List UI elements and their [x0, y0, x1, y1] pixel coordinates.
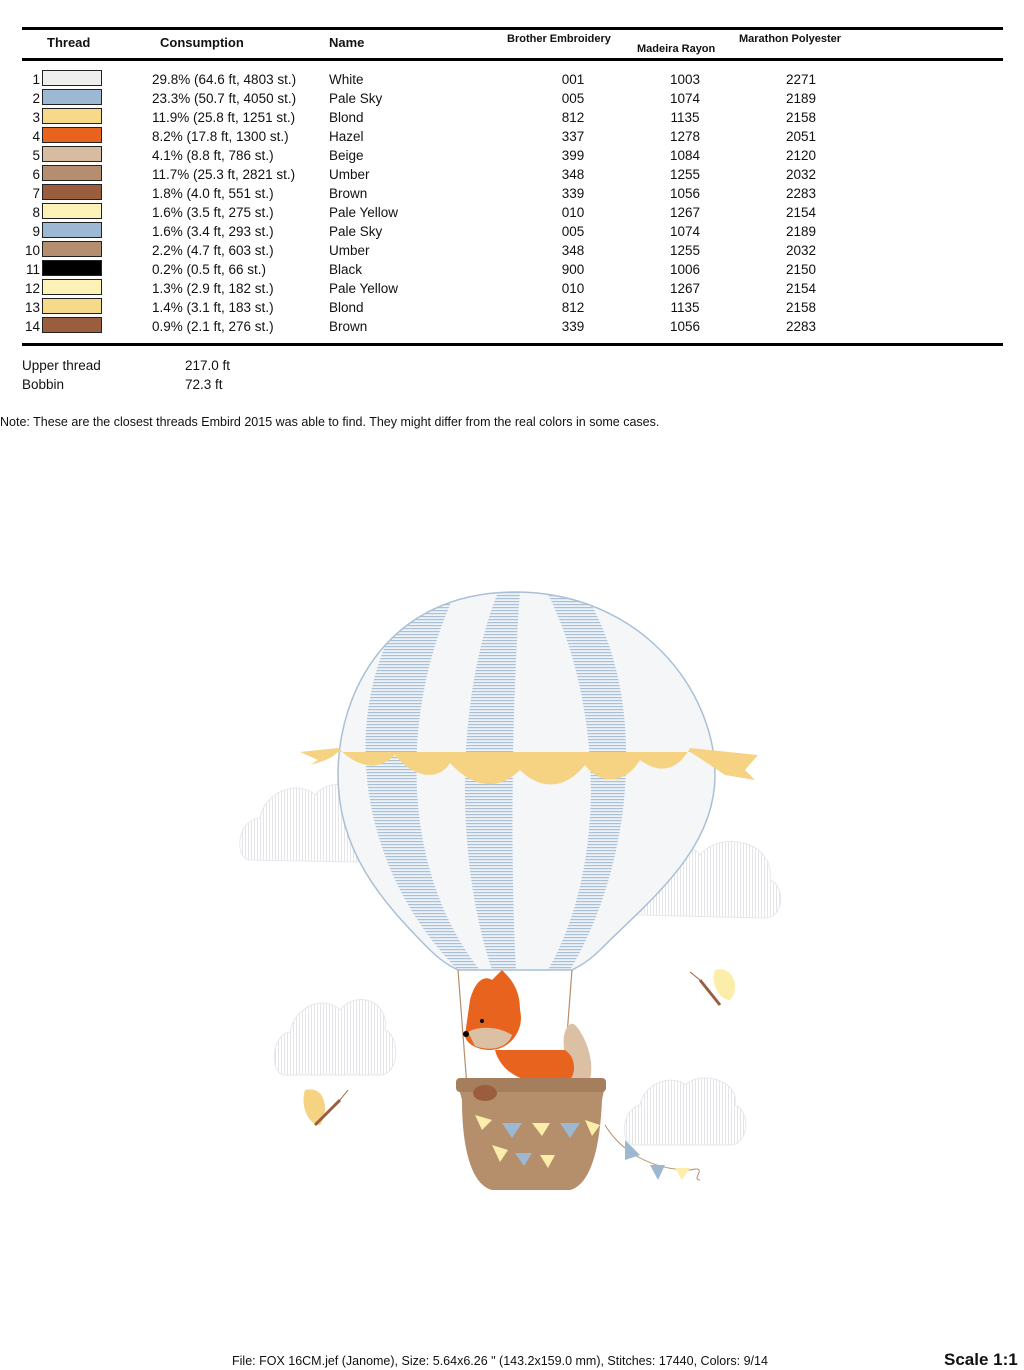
thread-number: 1	[32, 72, 40, 87]
brother-code: 812	[561, 110, 585, 125]
table-row	[0, 184, 1024, 203]
marathon-code: 2158	[785, 300, 817, 315]
color-swatch	[42, 165, 102, 181]
madeira-code: 1278	[669, 129, 701, 144]
color-swatch	[42, 317, 102, 333]
thread-number: 4	[32, 129, 40, 144]
cloud-left-bottom	[274, 1000, 395, 1075]
upper-thread-label: Upper thread	[22, 358, 101, 373]
header-brother: Brother Embroidery	[507, 33, 611, 45]
thread-name: Brown	[329, 186, 368, 201]
thread-number: 3	[32, 110, 40, 125]
thread-number: 9	[32, 224, 40, 239]
table-top-rule	[22, 27, 1003, 30]
butterfly-right	[690, 969, 735, 1005]
cloud-right-bottom	[624, 1078, 745, 1145]
consumption: 11.9% (25.8 ft, 1251 st.)	[152, 110, 296, 125]
table-row	[0, 279, 1024, 298]
thread-name: Beige	[329, 148, 364, 163]
thread-number: 13	[24, 300, 40, 315]
marathon-code: 2120	[785, 148, 817, 163]
color-swatch	[42, 222, 102, 238]
brother-code: 005	[561, 224, 585, 239]
table-row	[0, 241, 1024, 260]
table-row	[0, 89, 1024, 108]
color-swatch	[42, 241, 102, 257]
brother-code: 010	[561, 205, 585, 220]
header-marathon: Marathon Polyester	[739, 33, 842, 45]
madeira-code: 1084	[669, 148, 701, 163]
marathon-code: 2283	[785, 319, 817, 334]
consumption: 0.9% (2.1 ft, 276 st.)	[152, 319, 274, 334]
color-swatch	[42, 279, 102, 295]
embroidery-preview	[230, 580, 800, 1200]
marathon-code: 2158	[785, 110, 817, 125]
thread-match-note: Note: These are the closest threads Embird 2015 was able to find. They might differ from the real colors in some cases.	[0, 415, 660, 429]
brother-code: 900	[561, 262, 585, 277]
color-swatch	[42, 260, 102, 276]
consumption: 29.8% (64.6 ft, 4803 st.)	[152, 72, 297, 87]
bobbin-label: Bobbin	[22, 377, 65, 392]
marathon-code: 2032	[785, 167, 817, 182]
thread-name: Pale Sky	[329, 224, 383, 239]
thread-number: 7	[32, 186, 40, 201]
madeira-code: 1056	[669, 319, 701, 334]
color-swatch	[42, 203, 102, 219]
consumption: 4.1% (8.8 ft, 786 st.)	[152, 148, 274, 163]
madeira-code: 1135	[670, 110, 700, 125]
color-swatch	[42, 89, 102, 105]
butterfly-left	[303, 1089, 348, 1125]
madeira-code: 1267	[669, 205, 701, 220]
marathon-code: 2271	[785, 72, 817, 87]
thread-name: Blond	[329, 110, 364, 125]
thread-name: Hazel	[329, 129, 364, 144]
thread-number: 6	[32, 167, 40, 182]
color-swatch	[42, 70, 102, 86]
thread-number: 14	[24, 319, 40, 334]
header-thread: Thread	[47, 35, 91, 50]
marathon-code: 2189	[785, 91, 817, 106]
table-row	[0, 127, 1024, 146]
bobbin-value: 72.3 ft	[185, 377, 223, 392]
consumption: 0.2% (0.5 ft, 66 st.)	[152, 262, 267, 277]
consumption: 2.2% (4.7 ft, 603 st.)	[152, 243, 274, 258]
consumption: 1.4% (3.1 ft, 183 st.)	[152, 300, 274, 315]
file-info: File: FOX 16CM.jef (Janome), Size: 5.64x6.26 " (143.2x159.0 mm), Stitches: 17440, Colors: 9/14	[232, 1354, 768, 1368]
thread-name: Black	[329, 262, 363, 277]
table-row	[0, 260, 1024, 279]
table-row	[0, 298, 1024, 317]
table-row	[0, 70, 1024, 89]
marathon-code: 2189	[785, 224, 817, 239]
consumption: 23.3% (50.7 ft, 4050 st.)	[152, 91, 297, 106]
marathon-code: 2150	[785, 262, 817, 277]
marathon-code: 2032	[785, 243, 817, 258]
thread-number: 2	[32, 91, 40, 106]
brother-code: 339	[561, 319, 585, 334]
table-row	[0, 108, 1024, 127]
thread-number: 11	[25, 262, 40, 277]
table-row	[0, 317, 1024, 336]
madeira-code: 1003	[669, 72, 701, 87]
upper-thread-value: 217.0 ft	[185, 358, 231, 373]
brother-code: 337	[561, 129, 585, 144]
brother-code: 399	[561, 148, 585, 163]
thread-name: Umber	[329, 167, 370, 182]
madeira-code: 1074	[669, 224, 701, 239]
header-madeira: Madeira Rayon	[637, 43, 716, 55]
thread-number: 5	[32, 148, 40, 163]
color-swatch	[42, 108, 102, 124]
thread-name: Pale Sky	[329, 91, 383, 106]
madeira-code: 1135	[670, 300, 700, 315]
consumption: 1.6% (3.4 ft, 293 st.)	[152, 224, 274, 239]
brother-code: 348	[561, 243, 585, 258]
brother-code: 005	[561, 91, 585, 106]
marathon-code: 2154	[785, 205, 817, 220]
consumption: 1.8% (4.0 ft, 551 st.)	[152, 186, 274, 201]
consumption: 1.3% (2.9 ft, 182 st.)	[152, 281, 274, 296]
marathon-code: 2154	[785, 281, 817, 296]
table-header-rule	[22, 58, 1003, 61]
table-bottom-rule	[22, 343, 1003, 346]
table-row	[0, 222, 1024, 241]
table-row	[0, 165, 1024, 184]
thread-number: 10	[24, 243, 40, 258]
brother-code: 001	[561, 72, 585, 87]
color-swatch	[42, 184, 102, 200]
madeira-code: 1267	[669, 281, 701, 296]
thread-name: Pale Yellow	[329, 281, 399, 296]
brother-code: 010	[561, 281, 585, 296]
madeira-code: 1255	[669, 167, 701, 182]
header-name: Name	[329, 35, 365, 50]
thread-name: Brown	[329, 319, 368, 334]
color-swatch	[42, 146, 102, 162]
basket	[456, 1078, 606, 1190]
brother-code: 348	[561, 167, 585, 182]
header-consumption: Consumption	[160, 35, 244, 50]
table-row	[0, 203, 1024, 222]
color-swatch	[42, 127, 102, 143]
madeira-code: 1074	[669, 91, 701, 106]
thread-name: Blond	[329, 300, 364, 315]
table-row	[0, 146, 1024, 165]
consumption: 1.6% (3.5 ft, 275 st.)	[152, 205, 274, 220]
fox	[463, 970, 591, 1090]
thread-name: White	[329, 72, 364, 87]
thread-name: Pale Yellow	[329, 205, 399, 220]
thread-number: 12	[24, 281, 40, 296]
marathon-code: 2283	[785, 186, 817, 201]
madeira-code: 1056	[669, 186, 701, 201]
consumption: 8.2% (17.8 ft, 1300 st.)	[152, 129, 289, 144]
brother-code: 339	[561, 186, 585, 201]
color-swatch	[42, 298, 102, 314]
scale-label: Scale 1:1	[944, 1350, 1018, 1369]
thread-name: Umber	[329, 243, 370, 258]
brother-code: 812	[561, 300, 585, 315]
marathon-code: 2051	[785, 129, 817, 144]
madeira-code: 1255	[669, 243, 701, 258]
thread-number: 8	[32, 205, 40, 220]
consumption: 11.7% (25.3 ft, 2821 st.)	[152, 167, 296, 182]
madeira-code: 1006	[669, 262, 701, 277]
